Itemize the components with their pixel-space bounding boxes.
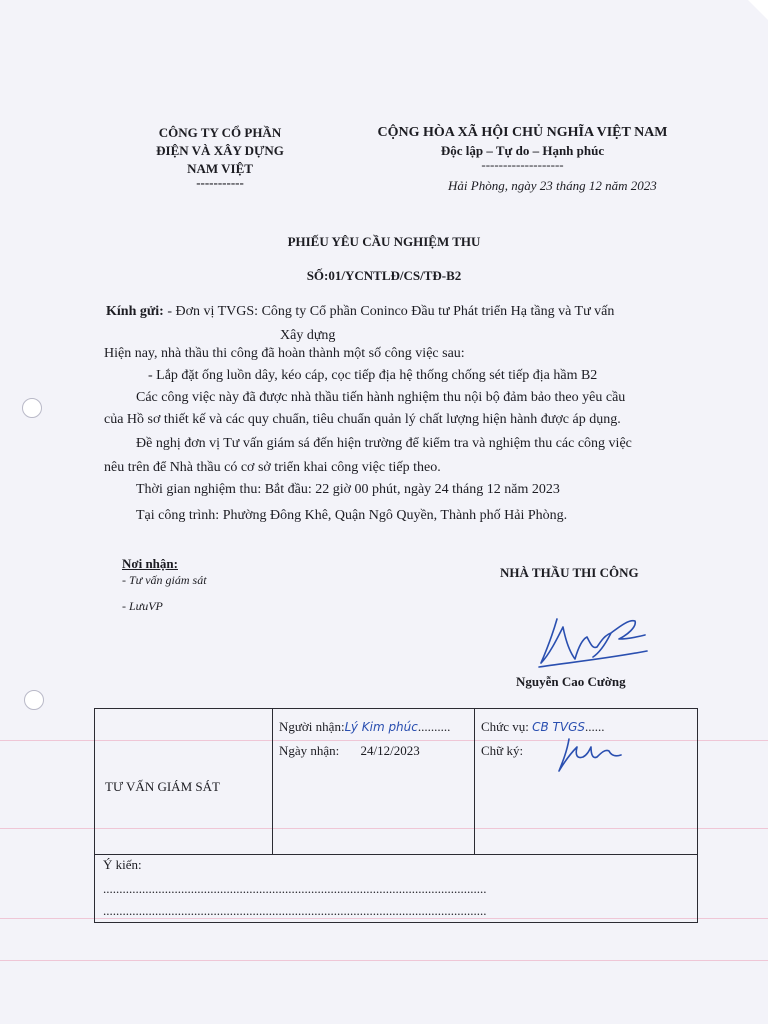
nation-header: [350, 124, 695, 170]
contractor-signature: [535, 605, 655, 671]
consultant-label: TƯ VẤN GIÁM SÁT: [105, 778, 220, 794]
paragraph1-line1: Các công việc này đã được nhà thầu tiến hành nghiệm thu nội bộ đảm bảo theo yêu cầu: [136, 390, 626, 405]
acceptance-table: [94, 708, 698, 923]
date-value: 24/12/2023: [360, 743, 420, 758]
signature-label: Chữ ký:: [481, 743, 524, 758]
opinion-label: Ý kiến:: [103, 857, 142, 872]
date-row: [273, 735, 474, 759]
nation-divider: -------------------: [481, 157, 564, 172]
inspection-location: Tại công trình: Phường Đông Khê, Quận Ngô Quyền, Thành phố Hải Phòng.: [136, 508, 568, 523]
signature-row: [475, 735, 697, 759]
position-label: Chức vụ:: [481, 719, 529, 734]
position-dots: ......: [585, 719, 605, 734]
company-divider: -----------: [196, 175, 244, 190]
nation-motto: Độc lập – Tự do – Hạnh phúc: [440, 143, 605, 158]
position-row: [475, 709, 697, 735]
body-intro: Hiện nay, nhà thầu thi công đã hoàn thành một số công việc sau:: [104, 346, 465, 361]
page-corner: [748, 0, 768, 20]
nation-title: CỘNG HÒA XÃ HỘI CHỦ NGHĨA VIỆT NAM: [377, 125, 668, 140]
receiver-dots: ..........: [417, 719, 451, 734]
consultant-cell: [95, 709, 273, 855]
contractor-name: Nguyễn Cao Cường: [516, 674, 626, 689]
position-value: CB TVGS: [532, 720, 585, 734]
work-item: - Lắp đặt ống luồn dây, kéo cáp, cọc tiếp địa hệ thống chống sét tiếp địa hầm B2: [148, 368, 598, 383]
recipients-heading: Nơi nhận:: [122, 556, 178, 571]
punch-hole: [24, 690, 44, 710]
inspection-time: Thời gian nghiệm thu: Bắt đầu: 22 giờ 00 phút, ngày 24 tháng 12 năm 2023: [136, 482, 560, 497]
recipient-line1: [106, 304, 614, 320]
recipient-item-1: - Tư vấn giám sát: [122, 573, 207, 587]
recipient-label: Kính gửi:: [106, 304, 164, 319]
paragraph1-line2: của Hồ sơ thiết kế và các quy chuẩn, tiêu chuẩn quản lý chất lượng hiện hành được áp dụng.: [104, 412, 621, 427]
recipient-item-2: - LưuVP: [122, 599, 163, 613]
receiver-cell: [273, 709, 475, 855]
company-name-line1: CÔNG TY CỔ PHẦN: [158, 125, 282, 140]
opinion-dots-2: ......................................................................................................................: [103, 903, 487, 918]
company-header: [120, 124, 320, 188]
paragraph2-line1: Đề nghị đơn vị Tư vấn giám sá đến hiện trường để kiểm tra và nghiệm thu các công việc: [136, 436, 632, 451]
document-number: SỐ:01/YCNTLĐ/CS/TĐ-B2: [306, 268, 462, 282]
recipient-line2: Xây dựng: [280, 328, 336, 343]
date-label: Ngày nhận:: [279, 743, 340, 758]
consultant-signature: [555, 735, 625, 775]
receiver-row: [273, 709, 474, 735]
place-date: Hải Phòng, ngày 23 tháng 12 năm 2023: [448, 178, 657, 193]
paragraph2-line2: nêu trên để Nhà thầu có cơ sở triển khai công việc tiếp theo.: [104, 460, 441, 475]
contractor-heading: NHÀ THẦU THI CÔNG: [500, 565, 639, 580]
document-title: PHIẾU YÊU CẦU NGHIỆM THU: [287, 234, 481, 249]
opinion-cell: [95, 855, 698, 923]
position-cell: [475, 709, 698, 855]
receiver-value: Lý Kim phúc: [344, 720, 418, 734]
punch-hole: [22, 398, 42, 418]
recipient-value: - Đơn vị TVGS: Công ty Cổ phần Coninco Đầu tư Phát triển Hạ tầng và Tư vấn: [167, 304, 615, 319]
background-rule: [0, 960, 768, 961]
opinion-dots-1: ......................................................................................................................: [103, 881, 487, 896]
company-name-line2: ĐIỆN VÀ XÂY DỰNG: [156, 143, 284, 158]
company-name-line3: NAM VIỆT: [187, 161, 253, 176]
receiver-label: Người nhận:: [279, 719, 345, 734]
